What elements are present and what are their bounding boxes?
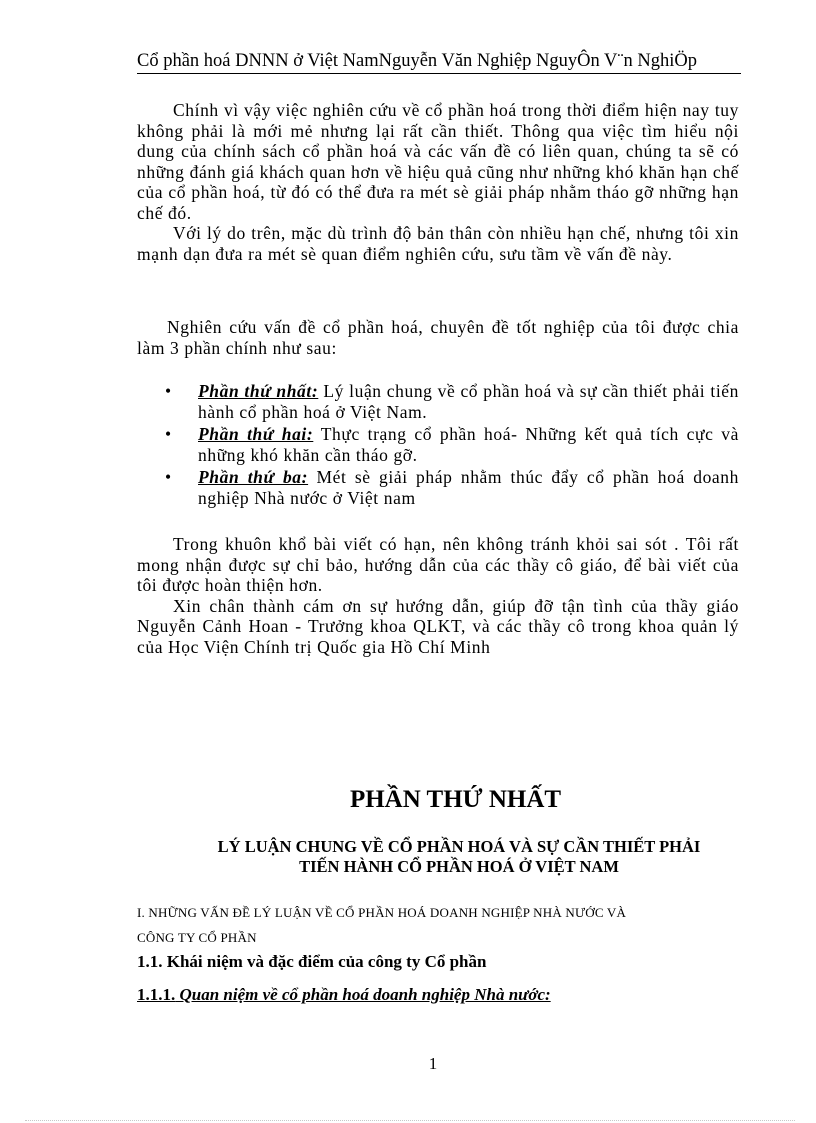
section-heading-line-2: CÔNG TY CỔ PHẦN (137, 930, 257, 945)
list-item (165, 467, 739, 508)
bullet-icon: • (165, 381, 172, 401)
subsection-title: Quan niệm về cổ phần hoá doanh nghiệp Nhà nước: (179, 985, 551, 1004)
list-item (165, 424, 739, 465)
chapter-title-line-2: TIẾN HÀNH CỔ PHẦN HOÁ Ở VIỆT NAM (299, 857, 619, 876)
part-label: Phần thứ nhất: (198, 381, 319, 401)
part-description: Thực trạng cổ phần hoá- Những kết quả tích cực và những khó khăn cần tháo gỡ. (198, 424, 739, 465)
closing-paragraph-1: Trong khuôn khổ bài viết có hạn, nên không tránh khỏi sai sót . Tôi rất mong nhận được sự chỉ bảo, hướng dẫn của các thầy cô giáo, để bài viết của tôi được hoàn thiện hơn. (137, 534, 739, 595)
intro-paragraph-1: Chính vì vậy việc nghiên cứu về cổ phần hoá trong thời điểm hiện nay tuy không phải là mới mẻ nhưng lại rất cần thiết. Thông qua việc tìm hiểu nội dung của chính sách cổ phần hoá và các vấn đề có liên quan, chúng ta sẽ có những đánh giá khách quan hơn về hiệu quả cũng như những khó khăn hạn chế của cổ phần hoá, từ đó có thể đưa ra mét sè giải pháp nhằm tháo gỡ những hạn chế đó. (137, 100, 739, 223)
intro-section (137, 100, 739, 264)
bullet-icon: • (165, 424, 172, 444)
section-heading-line-1: I. NHỮNG VẤN ĐỀ LÝ LUẬN VỀ CỔ PHẦN HOÁ DOANH NGHIỆP NHÀ NƯỚC VÀ (137, 905, 627, 920)
subsection-heading-1-1: 1.1. Khái niệm và đặc điểm của công ty Cổ phần (137, 952, 487, 971)
closing-paragraph-2: Xin chân thành cám ơn sự hướng dẫn, giúp đỡ tận tình của thầy giáo Nguyễn Cảnh Hoan - Trưởng khoa QLKT, và các thầy cô trong khoa quản lý của Học Viện Chính trị Quốc gia Hồ Chí Minh (137, 595, 739, 657)
part-title: PHẦN THỨ NHẤT (349, 786, 562, 813)
page-number: 1 (428, 1054, 438, 1073)
intro-paragraph-3: Nghiên cứu vấn đề cổ phần hoá, chuyên đề tốt nghiệp của tôi được chia làm 3 phần chính như sau: (137, 317, 739, 358)
part-description: Lý luận chung về cổ phần hoá và sự cần thiết phải tiến hành cổ phần hoá ở Việt Nam. (198, 381, 739, 422)
part-label: Phần thứ ba: (198, 467, 309, 487)
parts-list (165, 381, 739, 508)
chapter-title-line-1: LÝ LUẬN CHUNG VỀ CỔ PHẦN HOÁ VÀ SỰ CẦN THIẾT PHẢI (217, 837, 701, 856)
subsection-heading-1-1-1 (137, 985, 551, 1005)
page-bottom-divider (25, 1120, 795, 1121)
list-item (165, 381, 739, 422)
intro-paragraph-2: Với lý do trên, mặc dù trình độ bản thân còn nhiều hạn chế, nhưng tôi xin mạnh dạn đưa ra mét sè quan điểm nghiên cứu, sưu tầm về vấn đề này. (137, 223, 739, 264)
chapter-title (137, 837, 741, 877)
section-heading-i (137, 900, 741, 950)
structure-intro (137, 317, 739, 358)
closing-section (137, 534, 739, 657)
part-description: Mét sè giải pháp nhằm thúc đẩy cổ phần hoá doanh nghiệp Nhà nước ở Việt nam (198, 467, 739, 508)
subsection-number: 1.1.1. (137, 985, 176, 1004)
part-label: Phần thứ hai: (198, 424, 314, 444)
page-header: Cổ phần hoá DNNN ở Việt NamNguyễn Văn Nghiệp NguyÔn V¨n NghiÖp (137, 50, 741, 74)
bullet-icon: • (165, 467, 172, 487)
